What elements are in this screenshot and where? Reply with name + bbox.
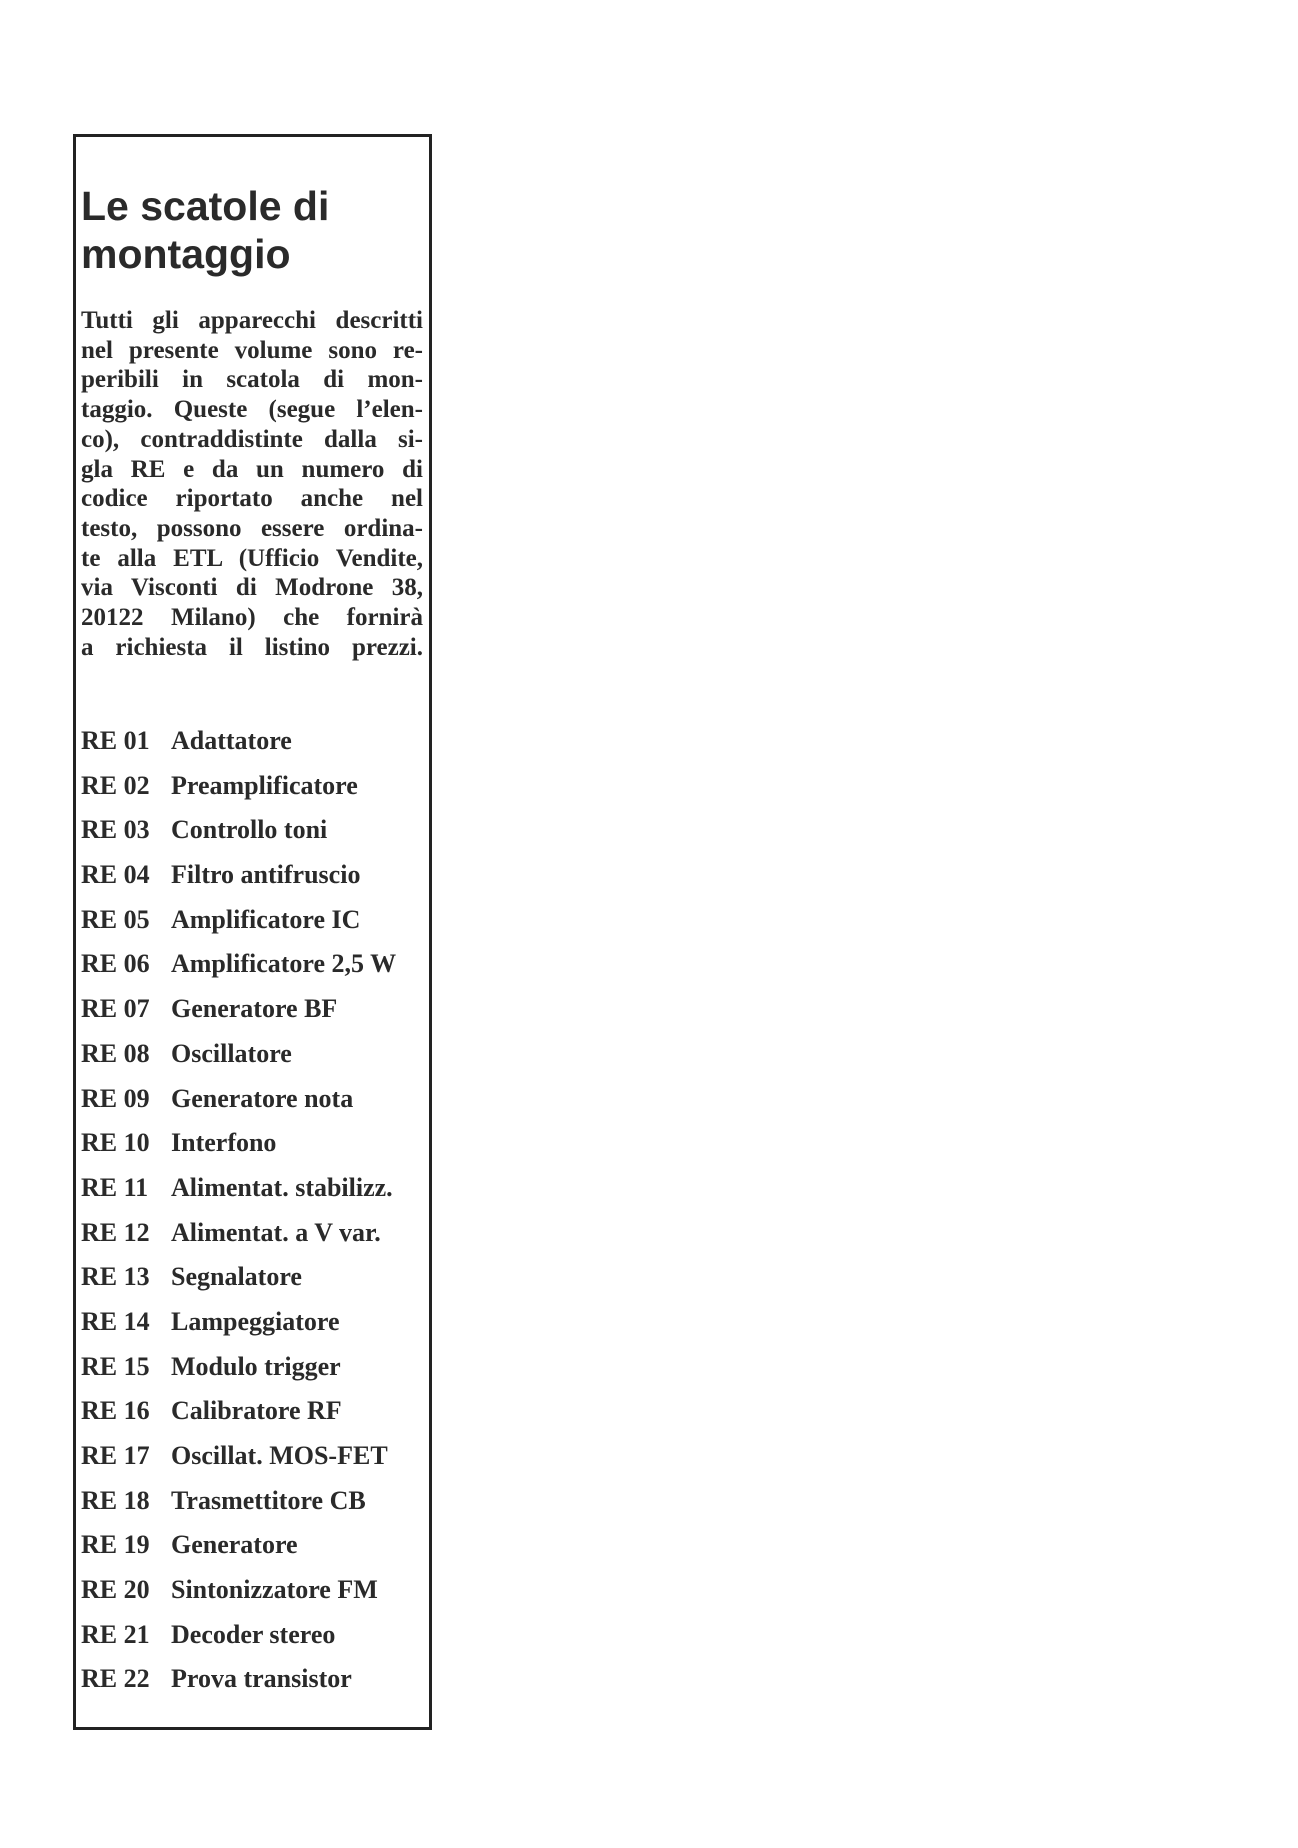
kit-name: Segnalatore bbox=[171, 1262, 302, 1292]
kit-code: RE 20 bbox=[81, 1575, 150, 1605]
kit-name: Decoder stereo bbox=[171, 1619, 336, 1649]
kit-name: Amplificatore IC bbox=[171, 904, 361, 934]
kit-name: Prova transistor bbox=[171, 1664, 352, 1694]
intro-line: via Visconti di Modrone 38, bbox=[81, 574, 423, 602]
kit-code: RE 11 bbox=[81, 1172, 149, 1202]
kit-name: Sintonizzatore FM bbox=[171, 1575, 378, 1605]
kit-item bbox=[81, 1345, 396, 1390]
kit-code: RE 15 bbox=[81, 1351, 150, 1381]
kit-code: RE 22 bbox=[81, 1664, 150, 1694]
kit-name: Alimentat. a V var. bbox=[171, 1217, 381, 1247]
kit-item bbox=[81, 1657, 396, 1702]
kit-item bbox=[81, 719, 396, 764]
kit-code: RE 04 bbox=[81, 860, 150, 890]
intro-line: codice riportato anche nel bbox=[81, 485, 423, 513]
kit-item bbox=[81, 808, 396, 853]
page-title bbox=[81, 182, 329, 278]
title-line-2: montaggio bbox=[81, 231, 291, 277]
kit-code: RE 01 bbox=[81, 726, 150, 755]
intro-line: co), contraddistinte dalla si- bbox=[81, 425, 423, 453]
intro-line: gla RE e da un numero di bbox=[81, 455, 423, 483]
kit-code: RE 13 bbox=[81, 1262, 150, 1292]
intro-line: 20122 Milano) che fornirà bbox=[81, 604, 423, 632]
kit-code: RE 19 bbox=[81, 1530, 150, 1560]
kit-name: Alimentat. stabilizz. bbox=[171, 1172, 393, 1202]
kit-name: Amplificatore 2,5 W bbox=[171, 949, 397, 979]
intro-line: peribili in scatola di mon- bbox=[81, 366, 423, 394]
kit-name: Filtro antifruscio bbox=[171, 860, 361, 890]
kit-name: Interfono bbox=[171, 1128, 277, 1158]
kit-name: Calibratore RF bbox=[171, 1396, 342, 1426]
intro-line: nel presente volume sono re- bbox=[81, 336, 423, 364]
kit-item bbox=[81, 1389, 396, 1434]
kit-item bbox=[81, 1121, 396, 1166]
kit-item bbox=[81, 764, 396, 809]
kit-code: RE 05 bbox=[81, 904, 150, 934]
kit-code: RE 06 bbox=[81, 949, 150, 979]
kit-item bbox=[81, 1255, 396, 1300]
intro-line: taggio. Queste (segue l’elen- bbox=[81, 396, 423, 424]
intro-line: a richiesta il listino prezzi. bbox=[81, 633, 423, 661]
kit-name: Adattatore bbox=[171, 726, 292, 755]
kit-code: RE 18 bbox=[81, 1485, 150, 1515]
kit-item bbox=[81, 1166, 396, 1211]
kit-item bbox=[81, 1479, 396, 1524]
kit-name: Oscillat. MOS-FET bbox=[171, 1441, 388, 1470]
kit-code: RE 16 bbox=[81, 1396, 150, 1426]
intro-line: testo, possono essere ordina- bbox=[81, 514, 423, 542]
kit-name: Trasmettitore CB bbox=[171, 1485, 366, 1515]
kit-code: RE 02 bbox=[81, 770, 150, 800]
kit-code: RE 08 bbox=[81, 1038, 150, 1068]
kit-name: Lampeggiatore bbox=[171, 1306, 340, 1336]
kit-item bbox=[81, 1613, 396, 1658]
kit-item bbox=[81, 1077, 396, 1122]
intro-line: Tutti gli apparecchi descritti bbox=[81, 307, 423, 334]
kit-item bbox=[81, 1523, 396, 1568]
kit-code: RE 14 bbox=[81, 1306, 150, 1336]
kit-item bbox=[81, 1568, 396, 1613]
kit-name: Generatore bbox=[171, 1530, 298, 1560]
kit-code: RE 10 bbox=[81, 1128, 150, 1158]
kit-name: Generatore nota bbox=[171, 1083, 354, 1113]
kit-item bbox=[81, 1211, 396, 1256]
kit-name: Modulo trigger bbox=[171, 1351, 341, 1381]
kit-code: RE 03 bbox=[81, 815, 150, 845]
kit-item bbox=[81, 987, 396, 1032]
kit-item bbox=[81, 853, 396, 898]
kit-item bbox=[81, 1300, 396, 1345]
kit-code: RE 21 bbox=[81, 1619, 150, 1649]
kit-item bbox=[81, 898, 396, 943]
kit-item bbox=[81, 1032, 396, 1077]
kit-item bbox=[81, 942, 396, 987]
kit-item bbox=[81, 1434, 396, 1479]
kit-name: Oscillatore bbox=[171, 1038, 292, 1068]
kit-name: Preamplificatore bbox=[171, 770, 358, 800]
kit-code: RE 12 bbox=[81, 1217, 150, 1247]
kit-name: Generatore BF bbox=[171, 994, 338, 1024]
kit-list bbox=[81, 719, 396, 1702]
kit-code: RE 07 bbox=[81, 994, 150, 1024]
title-line-1: Le scatole di bbox=[81, 183, 330, 229]
intro-paragraph bbox=[81, 306, 423, 662]
intro-line: te alla ETL (Ufficio Vendite, bbox=[81, 544, 423, 572]
kit-code: RE 17 bbox=[81, 1441, 150, 1470]
kit-name: Controllo toni bbox=[171, 815, 328, 845]
kit-code: RE 09 bbox=[81, 1083, 150, 1113]
